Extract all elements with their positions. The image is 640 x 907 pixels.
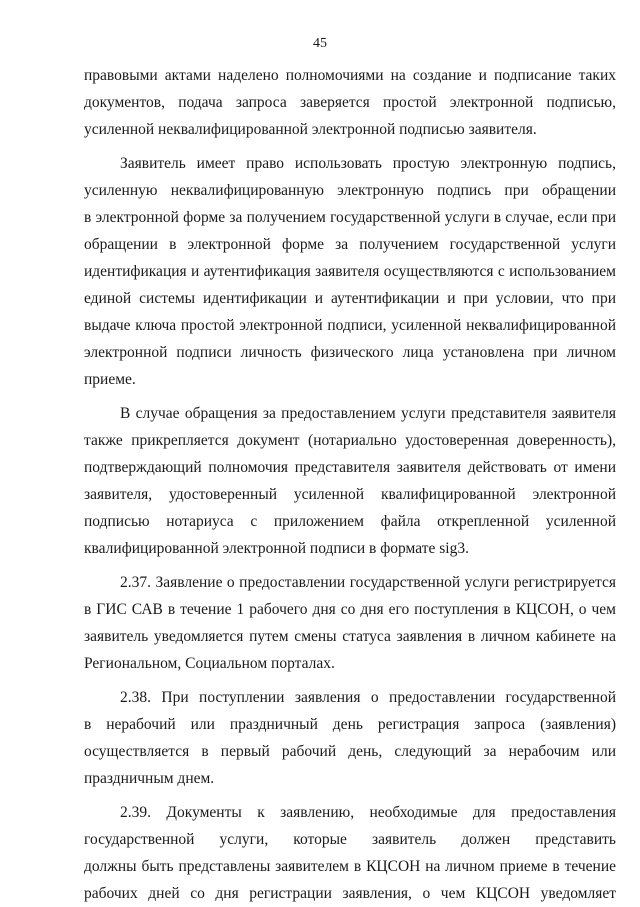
text-line: Региональном, Социальном порталах. (84, 655, 335, 672)
text-line: В случае обращения за предоставлением услуги представителя заявителя (120, 405, 616, 422)
paragraph (84, 400, 616, 562)
text-line: должны быть представлены заявителем в КЦСОН на личном приеме в течение (84, 858, 616, 875)
text-line: осуществляется в первый рабочий день, следующий за нерабочим или (84, 743, 616, 760)
text-line: правовыми актами наделено полномочиями на создание и подписание таких (84, 67, 616, 84)
text-line: в электронной форме за получением государственной услуги в случае, если при (84, 209, 616, 226)
paragraph-gap (84, 143, 616, 150)
text-line: приеме. (84, 371, 136, 388)
text-line: подписью нотариуса с приложением файла открепленной усиленной (84, 513, 616, 530)
paragraph-gap (84, 792, 616, 799)
text-line: квалифицированной электронной подписи в формате sig3. (84, 540, 469, 557)
text-line: выдаче ключа простой электронной подписи, усиленной неквалифицированной (84, 317, 616, 334)
paragraph-gap (84, 677, 616, 684)
text-line: документов, подача запроса заверяется простой электронной подписью, (84, 94, 616, 111)
text-line: подтверждающий полномочия представителя заявителя действовать от имени (84, 459, 616, 476)
paragraph (84, 150, 616, 393)
text-line: 2.37. Заявление о предоставлении государственной услуги регистрируется (120, 574, 616, 591)
text-line: единой системы идентификации и аутентификации и при условии, что при (84, 290, 616, 307)
paragraph (84, 799, 616, 907)
text-line: в нерабочий или праздничный день регистрация запроса (заявления) (84, 716, 616, 733)
paragraph-gap (84, 393, 616, 400)
paragraph (84, 569, 616, 677)
text-line: заявителя, удостоверенный усиленной квалифицированной электронной (84, 486, 616, 503)
paragraph (84, 62, 616, 143)
page-number: 45 (313, 36, 327, 51)
paragraph-gap (84, 562, 616, 569)
text-line: обращении в электронной форме за получением государственной услуги (84, 236, 616, 253)
text-line: Заявитель имеет право использовать простую электронную подпись, (120, 155, 616, 172)
text-line: усиленную неквалифицированную электронную подпись при обращении (84, 182, 616, 199)
text-line: государственной услуги, которые заявитель должен представить (84, 831, 616, 848)
text-line: 2.39. Документы к заявлению, необходимые для предоставления (120, 804, 616, 821)
text-line: 2.38. При поступлении заявления о предоставлении государственной (120, 689, 616, 706)
text-line: усиленной неквалифицированной электронной подписью заявителя. (84, 121, 537, 138)
text-line: электронной подписи личность физического лица установлена при личном (84, 344, 616, 361)
text-line: заявитель уведомляется путем смены статуса заявления в личном кабинете на (84, 628, 616, 645)
text-line: в ГИС САВ в течение 1 рабочего дня со дня его поступления в КЦСОН, о чем (84, 601, 616, 618)
text-line: идентификация и аутентификация заявителя осуществляются с использованием (84, 263, 616, 280)
paragraph (84, 684, 616, 792)
document-body (84, 62, 616, 907)
text-line: также прикрепляется документ (нотариально удостоверенная доверенность), (84, 432, 616, 449)
text-line: праздничным днем. (84, 770, 215, 787)
text-line: рабочих дней со дня регистрации заявления, о чем КЦСОН уведомляет (84, 885, 616, 902)
